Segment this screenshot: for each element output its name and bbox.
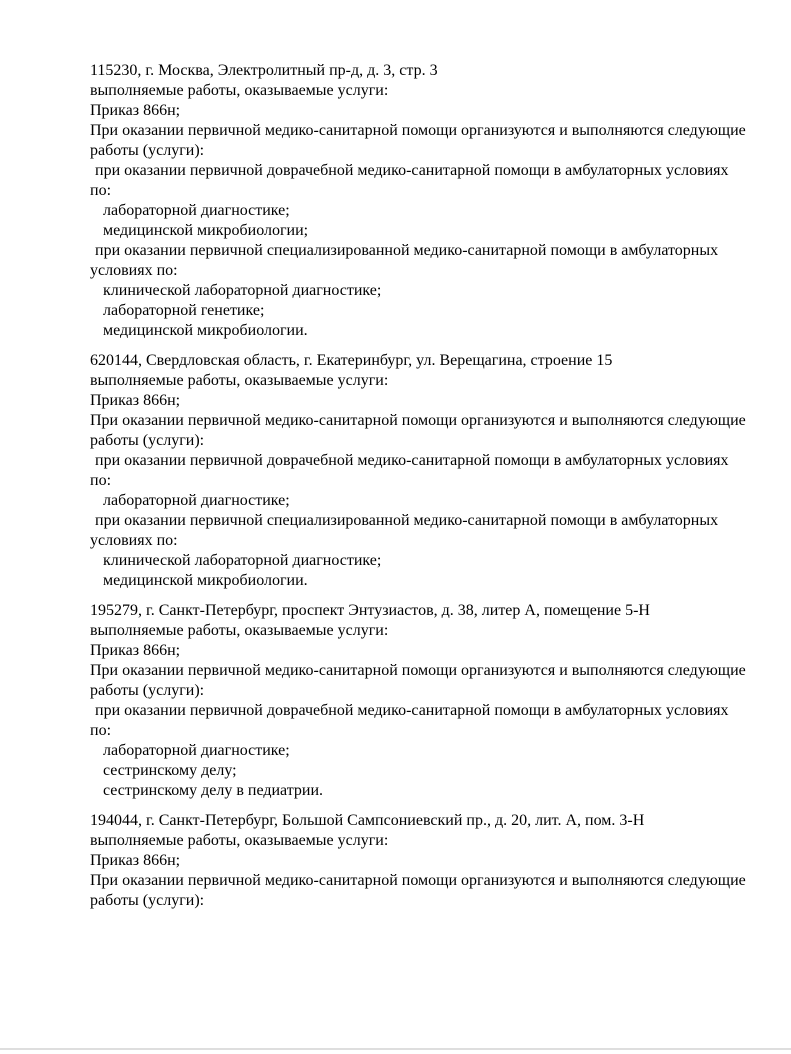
text-line: При оказании первичной медико-санитарной помощи организуются и выполняются следующие: [90, 412, 746, 429]
address-block: [90, 61, 761, 341]
text-line: лабораторной диагностике;: [103, 742, 290, 759]
text-line: Приказ 866н;: [90, 102, 181, 119]
text-line: при оказании первичной доврачебной медико-санитарной помощи в амбулаторных условиях: [95, 452, 729, 469]
bottom-divider: [0, 1048, 791, 1050]
text-line: работы (услуги):: [90, 432, 205, 449]
text-line: работы (услуги):: [90, 142, 205, 159]
address-line: 194044, г. Санкт-Петербург, Большой Сампсониевский пр., д. 20, лит. А, пом. 3-Н: [90, 812, 645, 829]
text-line: Приказ 866н;: [90, 852, 181, 869]
text-line: При оказании первичной медико-санитарной помощи организуются и выполняются следующие: [90, 662, 746, 679]
text-line: медицинской микробиологии.: [103, 322, 308, 339]
address-block: [90, 351, 761, 591]
text-line: работы (услуги):: [90, 682, 205, 699]
text-line: условиях по:: [90, 262, 178, 279]
text-line: Приказ 866н;: [90, 392, 181, 409]
address-block: [90, 601, 761, 801]
text-line: Приказ 866н;: [90, 642, 181, 659]
text-line: работы (услуги):: [90, 892, 205, 909]
text-line: при оказании первичной доврачебной медико-санитарной помощи в амбулаторных условиях: [95, 162, 729, 179]
text-line: выполняемые работы, оказываемые услуги:: [90, 372, 389, 389]
text-line: клинической лабораторной диагностике;: [103, 552, 382, 569]
text-line: по:: [90, 722, 112, 739]
text-line: При оказании первичной медико-санитарной помощи организуются и выполняются следующие: [90, 872, 746, 889]
text-line: медицинской микробиологии;: [103, 222, 309, 239]
address-block: [90, 811, 761, 911]
text-line: выполняемые работы, оказываемые услуги:: [90, 832, 389, 849]
text-line: сестринскому делу;: [103, 762, 237, 779]
text-line: выполняемые работы, оказываемые услуги:: [90, 82, 389, 99]
address-line: 620144, Свердловская область, г. Екатеринбург, ул. Верещагина, строение 15: [90, 352, 613, 369]
document-body: [90, 61, 761, 911]
text-line: медицинской микробиологии.: [103, 572, 308, 589]
text-line: сестринскому делу в педиатрии.: [103, 782, 324, 799]
text-line: лабораторной диагностике;: [103, 202, 290, 219]
address-line: 115230, г. Москва, Электролитный пр-д, д. 3, стр. 3: [90, 62, 438, 79]
text-line: лабораторной генетике;: [103, 302, 265, 319]
text-line: клинической лабораторной диагностике;: [103, 282, 382, 299]
text-line: При оказании первичной медико-санитарной помощи организуются и выполняются следующие: [90, 122, 746, 139]
text-line: при оказании первичной доврачебной медико-санитарной помощи в амбулаторных условиях: [95, 702, 729, 719]
text-line: выполняемые работы, оказываемые услуги:: [90, 622, 389, 639]
text-line: по:: [90, 182, 112, 199]
text-line: условиях по:: [90, 532, 178, 549]
address-line: 195279, г. Санкт-Петербург, проспект Энтузиастов, д. 38, литер А, помещение 5-Н: [90, 602, 650, 619]
text-line: при оказании первичной специализированной медико-санитарной помощи в амбулаторных: [95, 242, 719, 259]
text-line: по:: [90, 472, 112, 489]
text-line: при оказании первичной специализированной медико-санитарной помощи в амбулаторных: [95, 512, 719, 529]
text-line: лабораторной диагностике;: [103, 492, 290, 509]
